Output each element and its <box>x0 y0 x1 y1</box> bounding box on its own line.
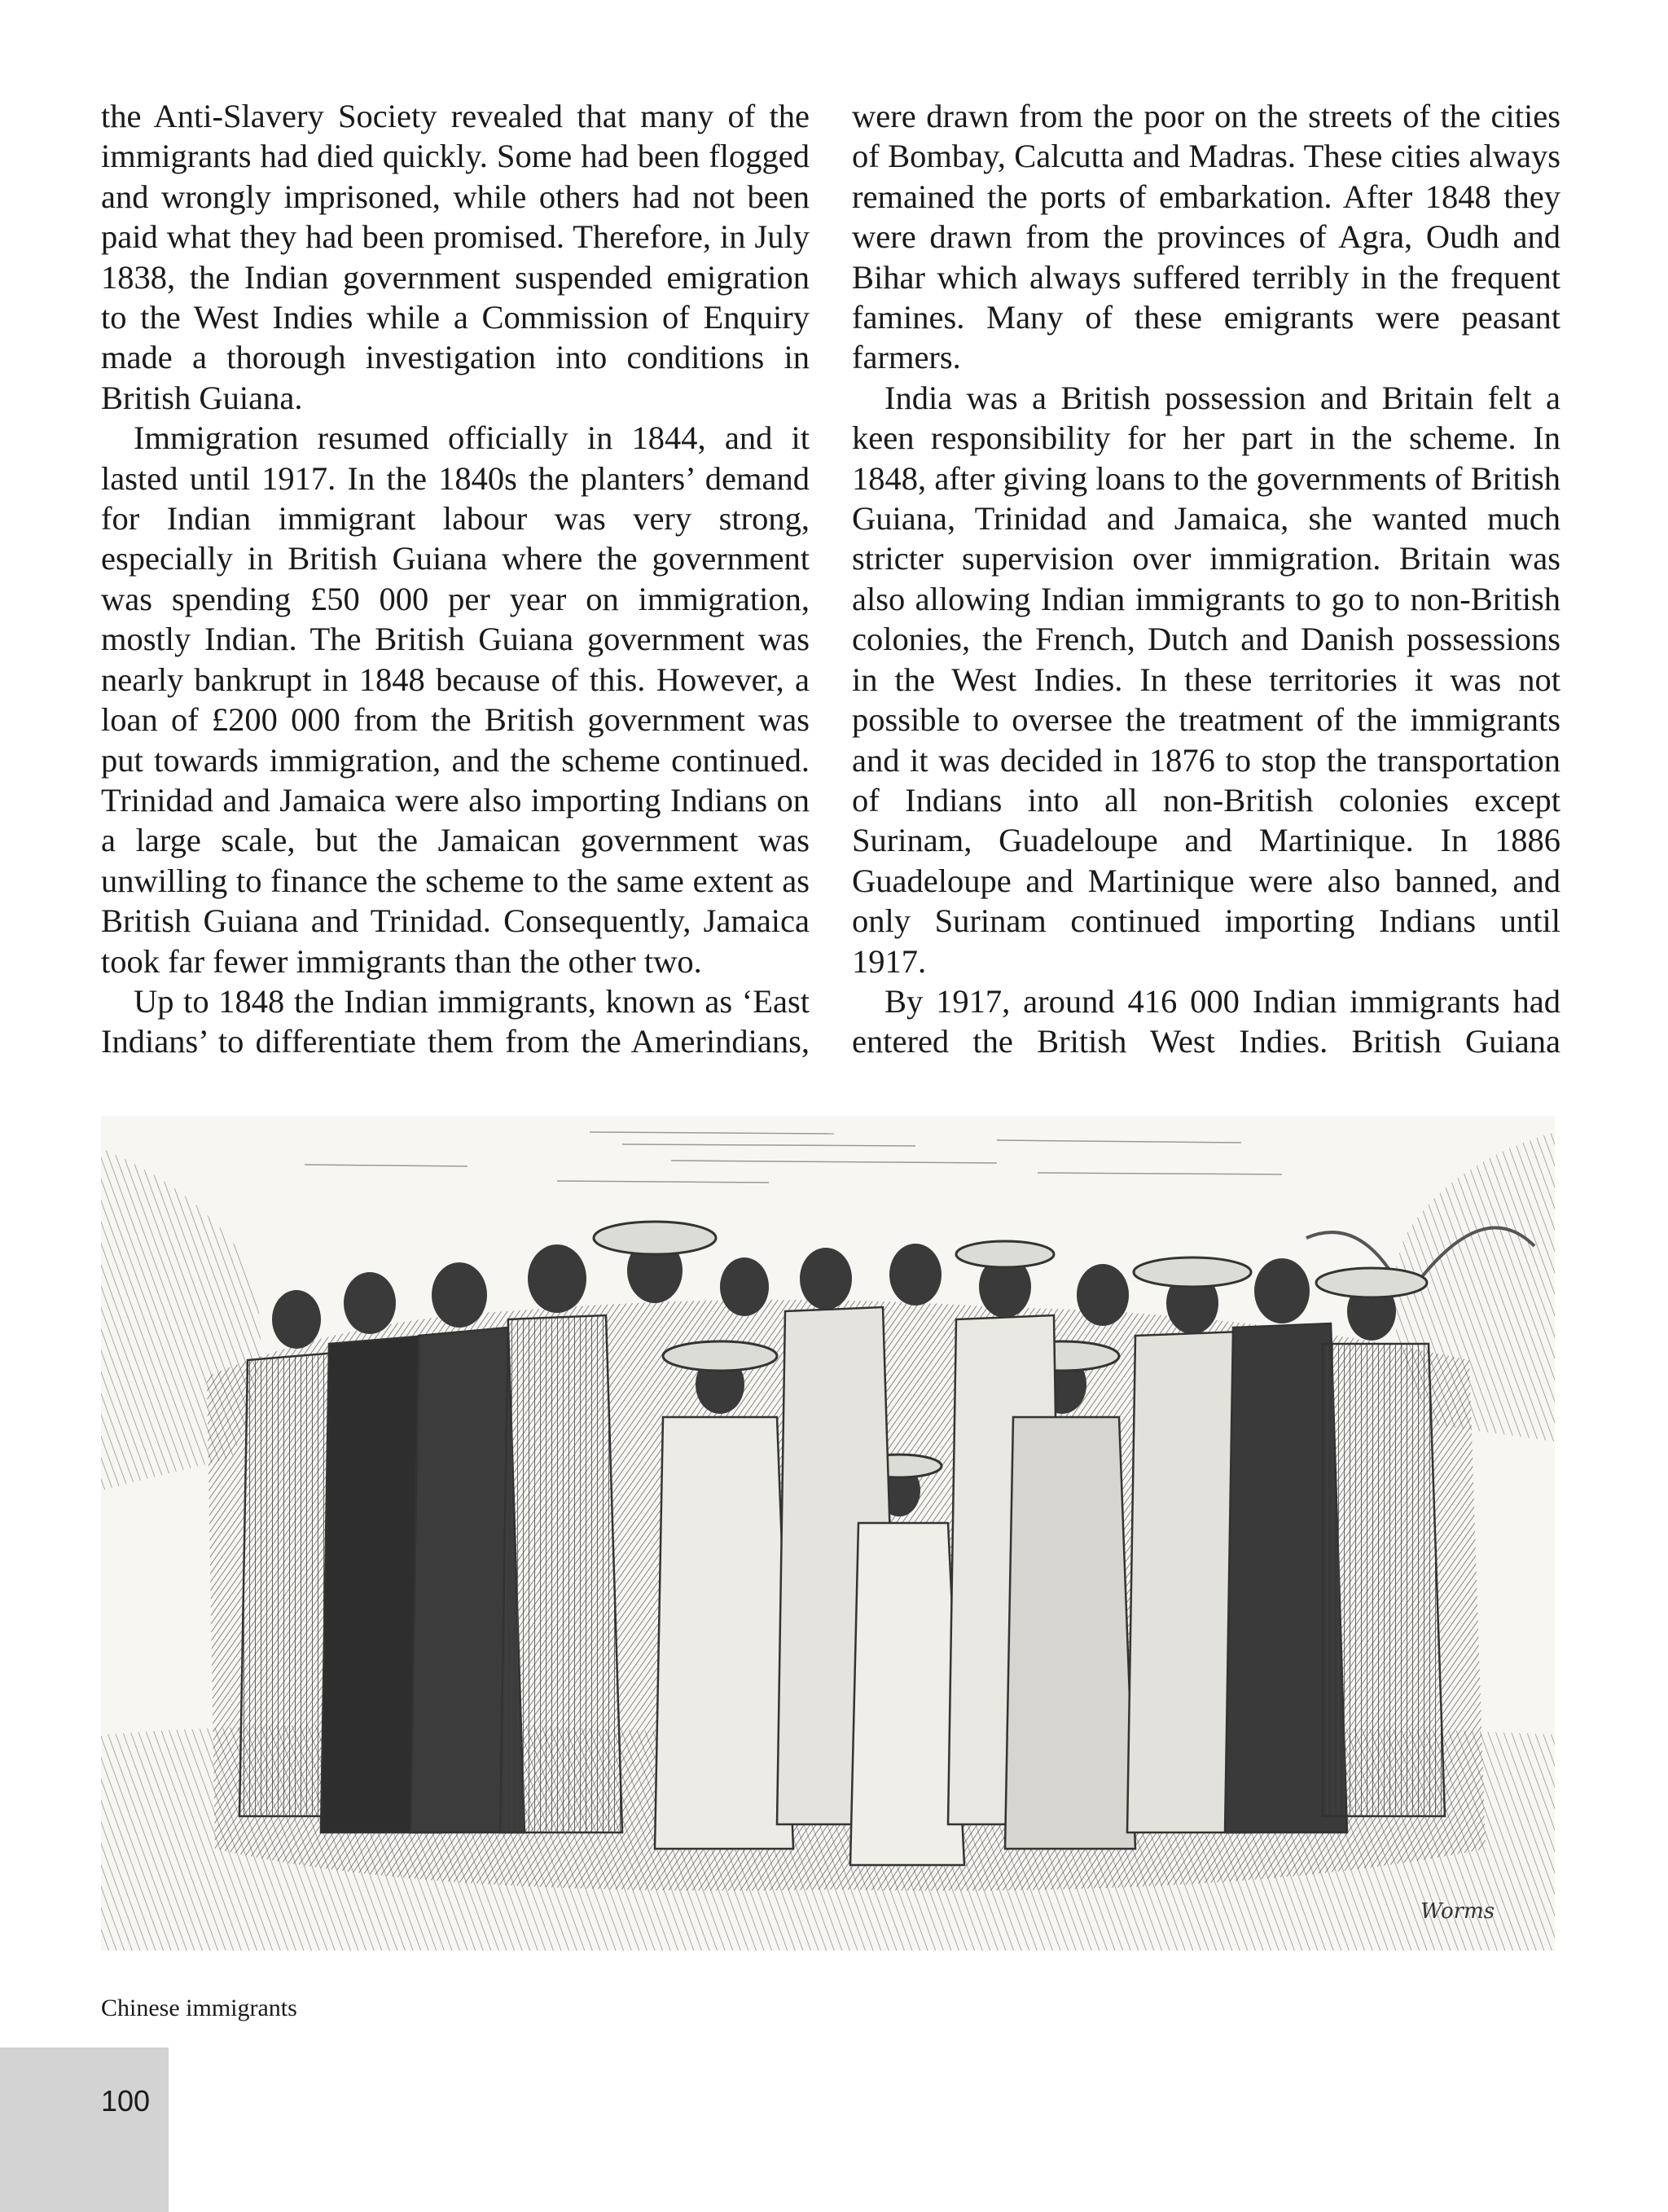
engraving-illustration <box>101 1116 1555 1951</box>
paragraph-india-british-possession: India was a British possession and Britain felt a keen responsibility for her part in the scheme. In 1848, after giving loans to the governments of British Guiana, Trinidad and Jamaica, she wanted much stricter supervision over immigration. Britain was also allowing Indian immigrants to go to non-British colonies, the French, Dutch and Danish possessions in the West Indies. In these territories it was not possible to oversee the treatment of the immigrants and it was decided in 1876 to stop the transportation of Indians into all non-British colonies except Surinam, Guadeloupe and Martinique. In 1886 Guadeloupe and Martinique were also banned, and only Surinam continued importing Indians until 1917. <box>852 379 1560 980</box>
engraver-signature: Worms <box>1420 1899 1495 1924</box>
paragraph-drawn-from-poor: were drawn from the poor on the streets of the cities of Bombay, Calcutta and Madras. These cities always remained the ports of embarkation. After 1848 they were drawn from the provinces of Agra, Oudh and Bihar which always suffered terribly in the frequent famines. Many of these emigrants were peasant farmers. <box>852 98 1560 376</box>
paragraph-anti-slavery: the Anti-Slavery Society revealed that many of the immigrants had died quickly. Some had been flogged and wrongly imprisoned, while others had not been paid what they had been promised. Therefore, in July 1838, the Indian government suspended emigration to the West Indies while a Commission of Enquiry made a thorough investigation into conditions in British Guiana. <box>101 98 810 416</box>
paragraph-by-1917: By 1917, around 416 000 Indian immigrants had entered the British West Indies. British Guiana <box>852 982 1560 1060</box>
right-text-column <box>852 96 1560 1062</box>
page-number: 100 <box>101 2084 151 2118</box>
left-text-column <box>101 96 810 1062</box>
figure-caption: Chinese immigrants <box>101 1995 297 2021</box>
standing-figures <box>239 1222 1445 1865</box>
paragraph-up-to-1848: Up to 1848 the Indian immigrants, known as ‘East Indians’ to differentiate them from the Amerindians, <box>101 982 810 1060</box>
page-number-tab <box>0 2047 169 2212</box>
paragraph-immigration-resumed: Immigration resumed officially in 1844, and it lasted until 1917. In the 1840s the planters’ demand for Indian immigrant labour was very strong, especially in British Guiana where the government was spending £50 000 per year on immigration, mostly Indian. The British Guiana government was nearly bankrupt in 1848 because of this. However, a loan of £200 000 from the British government was put towards immigration, and the scheme continued. Trinidad and Jamaica were also importing Indians on a large scale, but the Jamaican government was unwilling to finance the scheme to the same extent as British Guiana and Trinidad. Consequently, Jamaica took far fewer immigrants than the other two. <box>101 419 810 980</box>
sky-hatching <box>305 1132 1282 1183</box>
engraving-chinese-immigrants <box>101 1116 1555 1951</box>
